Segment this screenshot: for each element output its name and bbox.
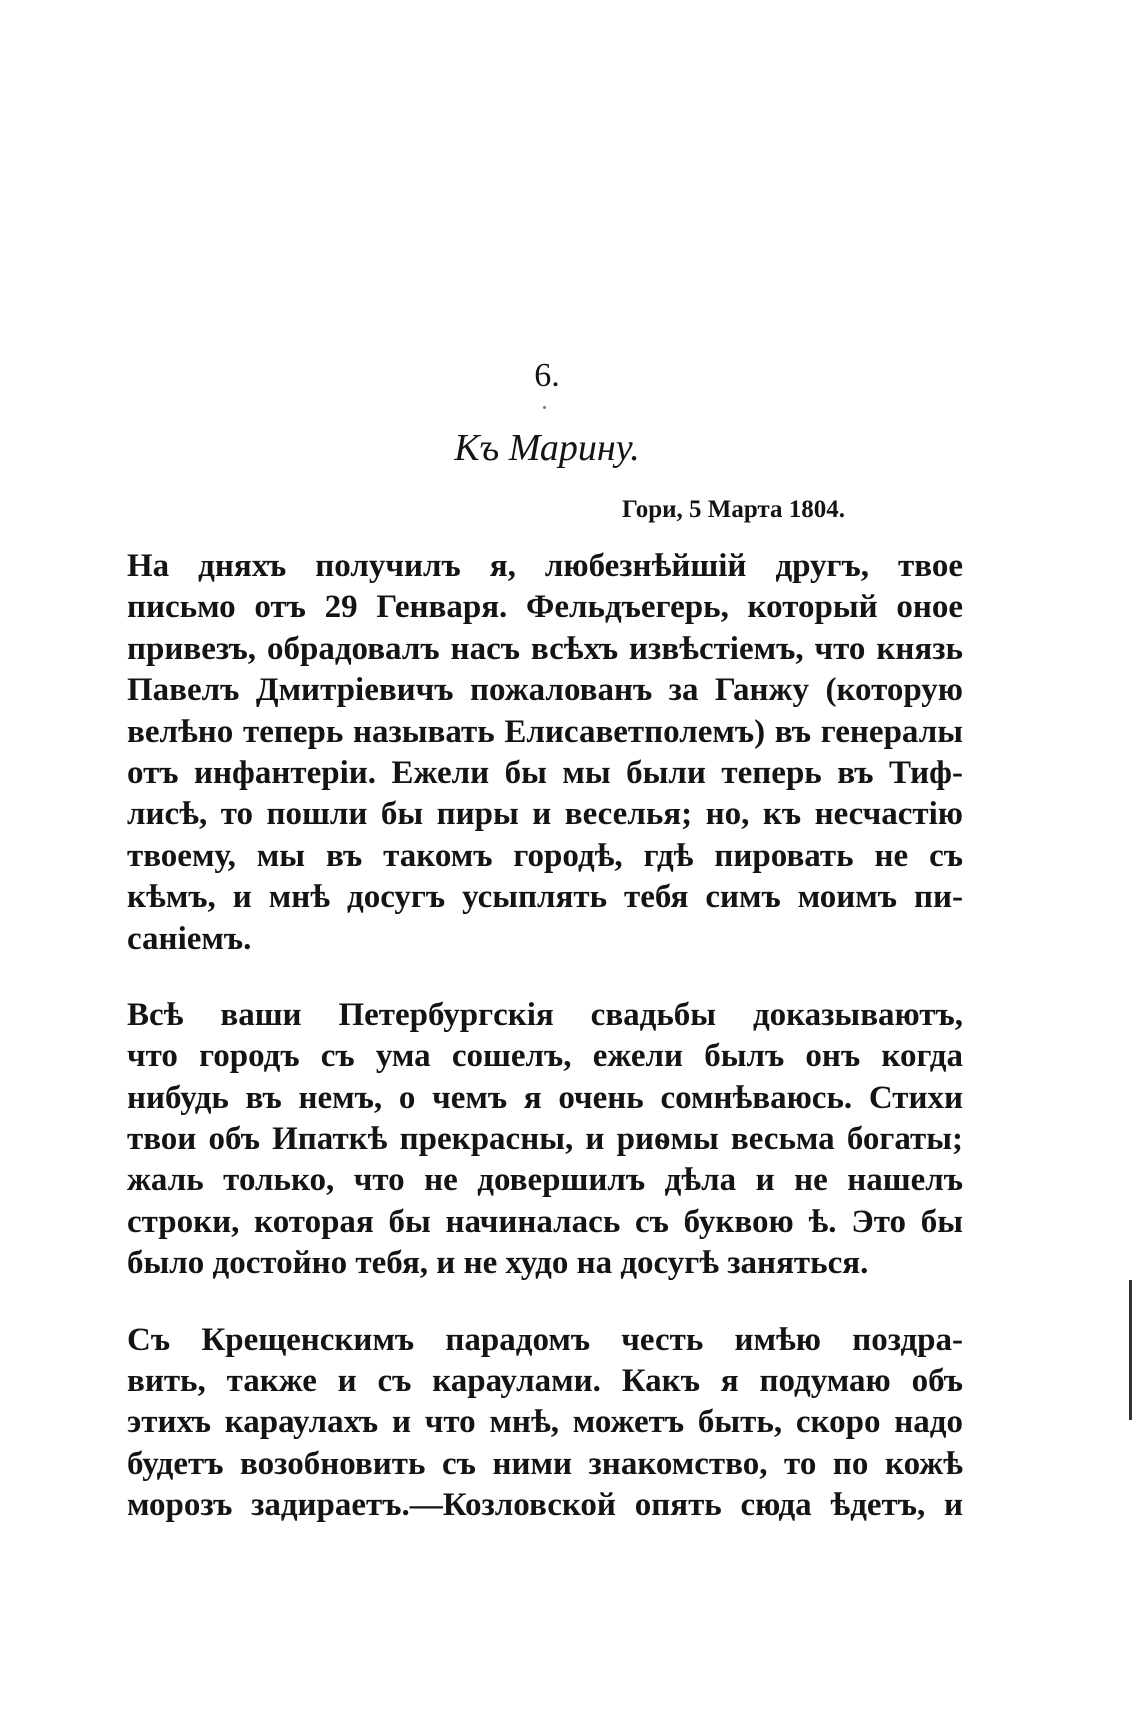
ornament-dot (543, 406, 546, 409)
text-line: отъ инфантеріи. Ежели бы мы были теперь въ Тиф- (127, 754, 963, 791)
paragraph (127, 995, 963, 1285)
text-line: жаль только, что не довершилъ дѣла и не нашелъ (127, 1162, 963, 1199)
text-line: морозъ задираетъ.—Козловской опять сюда ѣдетъ, и (127, 1487, 963, 1524)
paragraph (127, 546, 963, 960)
page-edge-mark (1129, 1280, 1132, 1420)
text-line: саніемъ. (127, 920, 252, 957)
text-line: строки, которая бы начиналась съ буквою ѣ. Это бы (127, 1203, 963, 1240)
letter-number: 6. (534, 357, 560, 394)
text-line: привезъ, обрадовалъ насъ всѣхъ извѣстіемъ, что князь (127, 630, 963, 667)
text-line: что городъ съ ума сошелъ, ежели былъ онъ когда (127, 1038, 963, 1075)
letter-title: Къ Марину. (454, 427, 640, 469)
text-line: твоему, мы въ такомъ городѣ, гдѣ пировать не съ (127, 837, 963, 874)
letter-dateline: Гори, 5 Марта 1804. (622, 496, 846, 523)
text-line: Павелъ Дмитріевичъ пожалованъ за Ганжу (которую (127, 672, 963, 709)
text-line: Съ Крещенскимъ парадомъ честь имѣю поздра- (127, 1321, 963, 1358)
text-line: лисѣ, то пошли бы пиры и веселья; но, къ несчастію (127, 796, 963, 833)
text-line: велѣно теперь называть Елисаветполемъ) въ генералы (127, 713, 963, 750)
text-line: Всѣ ваши Петербургскія свадьбы доказываютъ, (127, 996, 963, 1033)
text-line: письмо отъ 29 Генваря. Фельдъегерь, который оное (127, 589, 963, 626)
text-line: твои объ Ипаткѣ прекрасны, и риѳмы весьма богаты; (127, 1121, 963, 1158)
text-line: будетъ возобновить съ ними знакомство, то по кожѣ (127, 1445, 963, 1482)
text-line: было достойно тебя, и не худо на досугѣ заняться. (127, 1245, 869, 1282)
text-line: вить, также и съ караулами. Какъ я подумаю объ (127, 1363, 963, 1400)
letter-body (127, 546, 963, 1562)
text-line: На дняхъ получилъ я, любезнѣйшій другъ, твое (127, 548, 963, 584)
text-line: нибудь въ немъ, о чемъ я очень сомнѣваюсь. Стихи (127, 1079, 963, 1116)
text-line: этихъ караулахъ и что мнѣ, можетъ быть, скоро надо (127, 1404, 963, 1441)
paragraph (127, 1320, 963, 1527)
text-line: кѣмъ, и мнѣ досугъ усыплять тебя симъ моимъ пи- (127, 879, 963, 916)
